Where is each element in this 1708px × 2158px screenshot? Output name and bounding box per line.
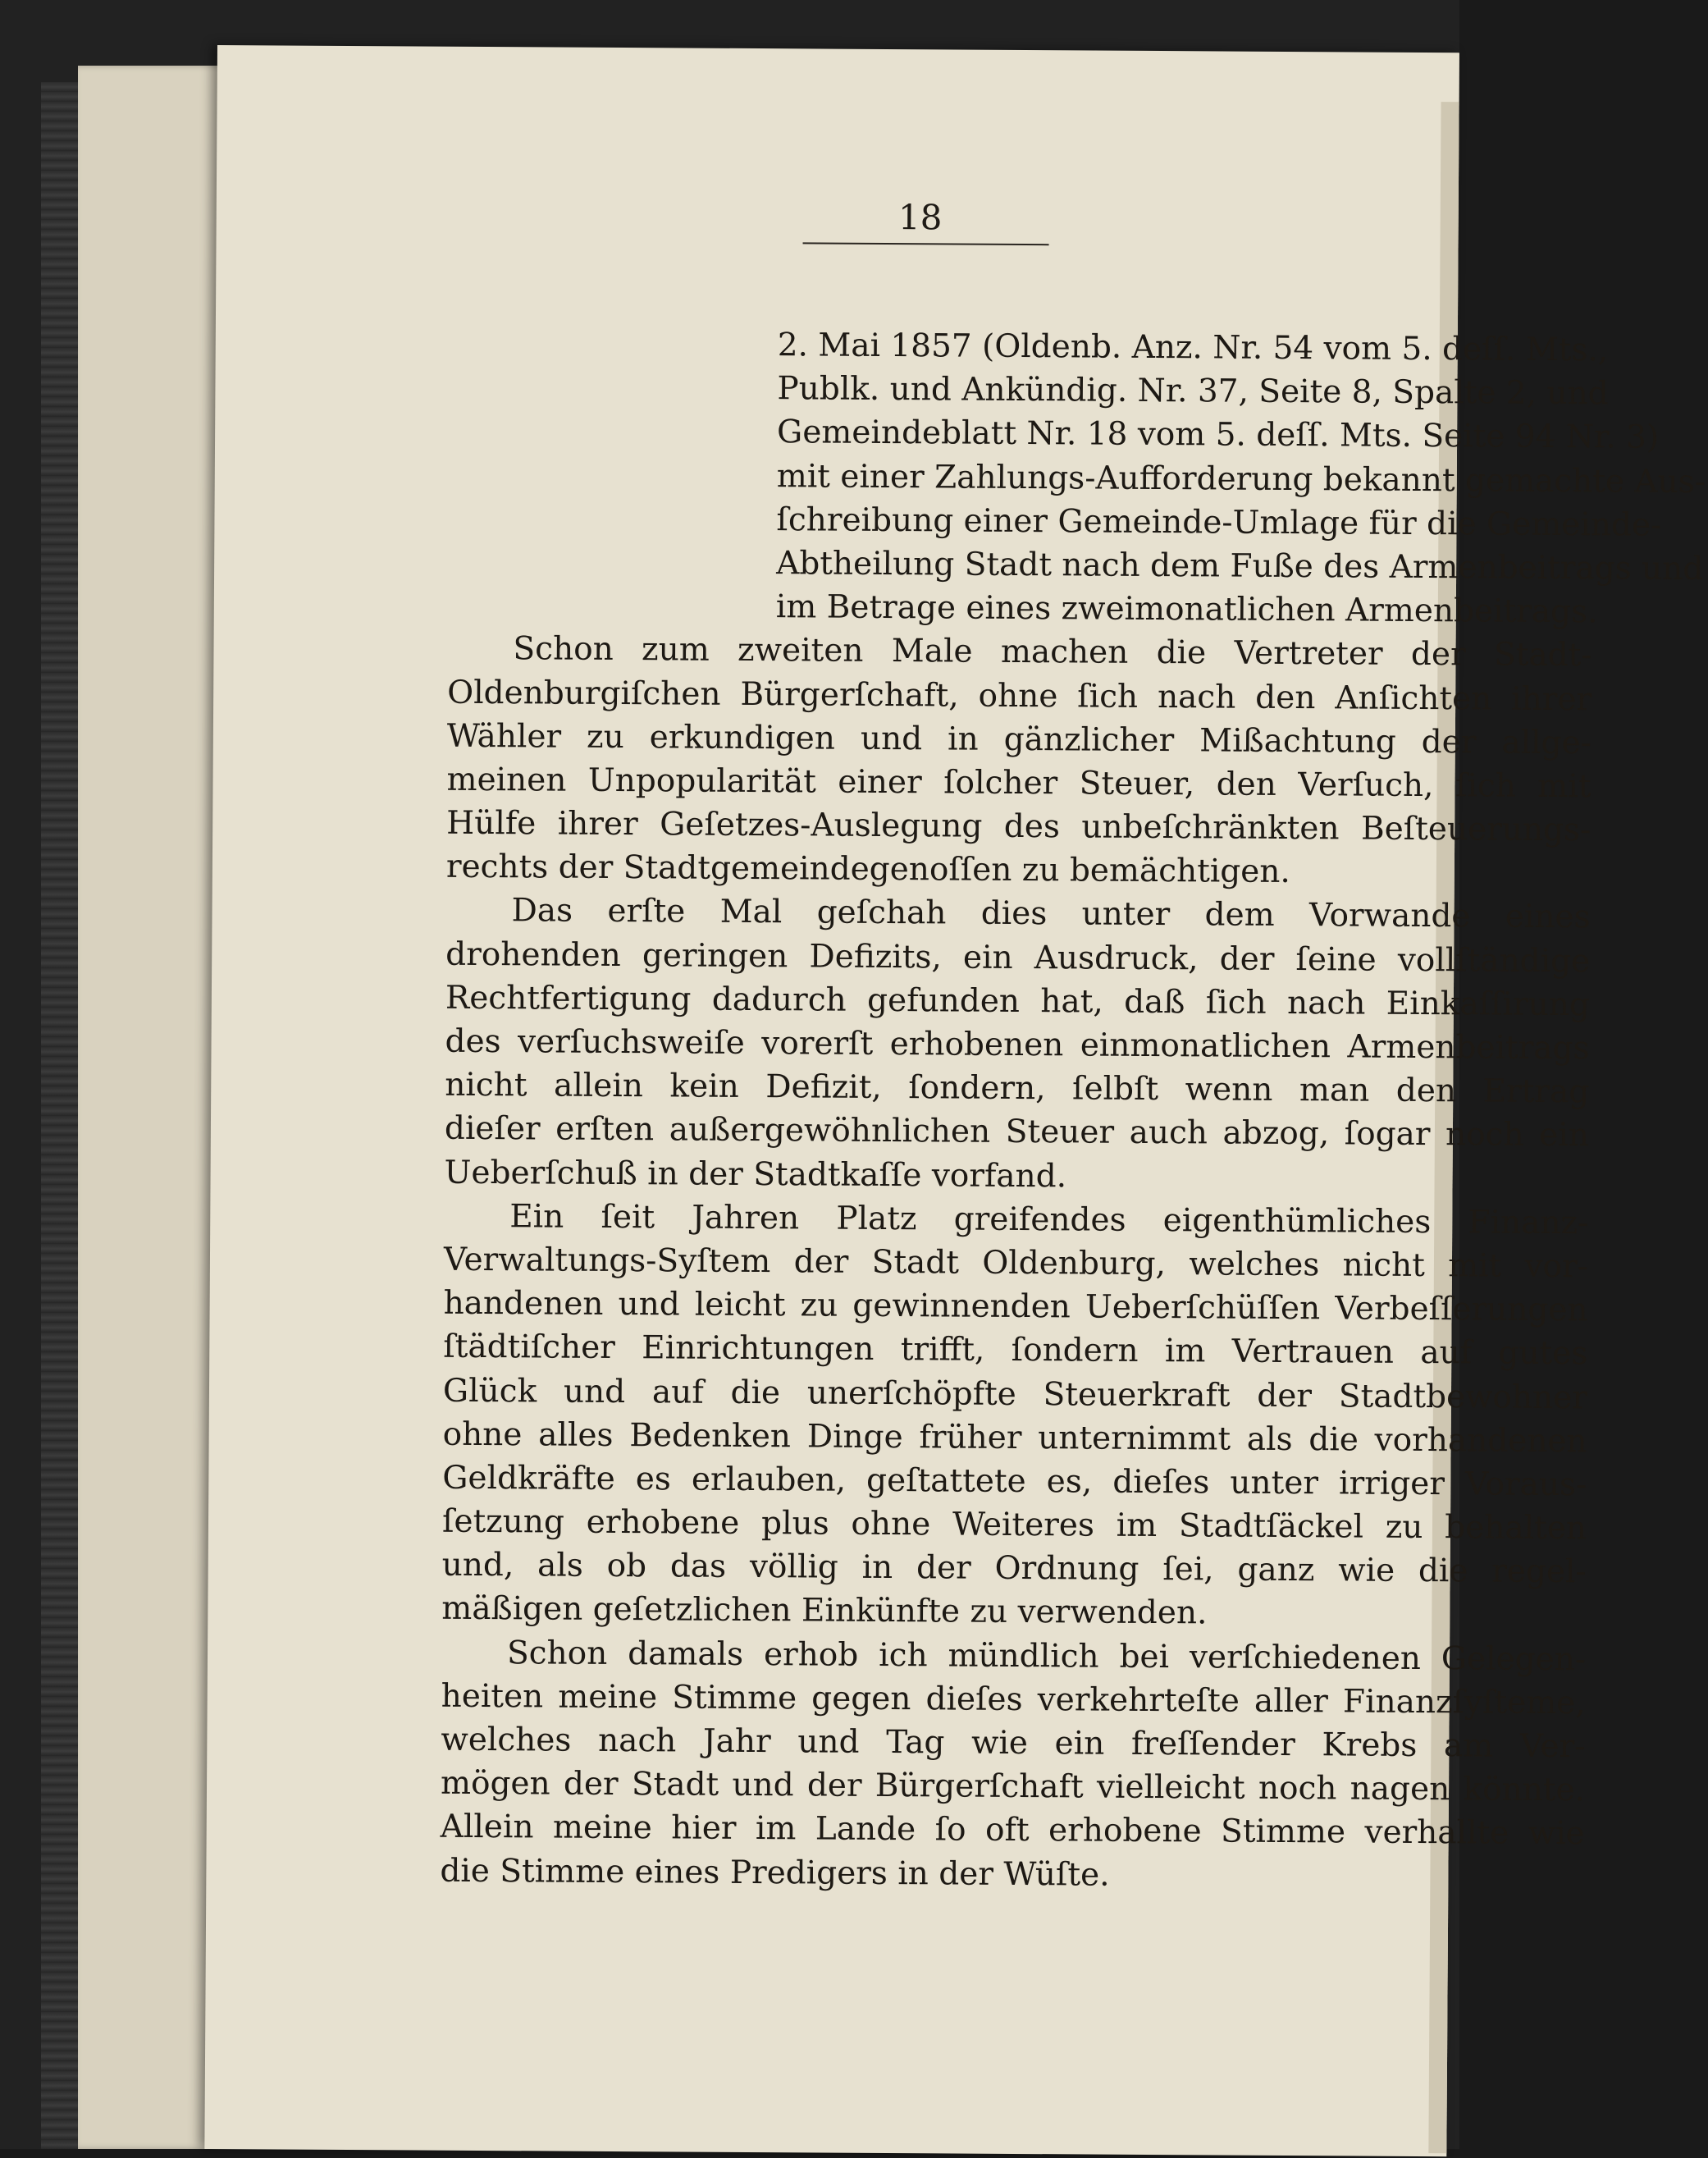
page-number: 18 xyxy=(897,197,943,238)
text-line: mögen der Stadt und der Bürgerſchaft vielleicht noch nagen könnte. xyxy=(440,1764,1586,1809)
text-line: und, als ob das völlig in der Ordnung ſei, ganz wie die regel- xyxy=(441,1546,1587,1591)
text-line: Das erſte Mal geſchah dies unter dem Vorwande eines xyxy=(511,892,1591,936)
text-line: Ein ſeit Jahren Platz greifendes eigenthümliches Finanz- xyxy=(509,1197,1589,1241)
text-line: ſtädtiſcher Einrichtungen trifft, ſondern im Vertrauen auf gutes xyxy=(443,1328,1588,1373)
text-line: Verwaltungs-Syſtem der Stadt Oldenburg, welches nicht mit vor- xyxy=(443,1241,1589,1286)
text-line: Oldenburgiſchen Bürgerſchaft, ohne ſich nach den Anſichten ihrer xyxy=(447,674,1592,718)
text-line: 2. Mai 1857 (Oldenb. Anz. Nr. 54 vom 5. deſſ. Mts., xyxy=(777,327,1609,369)
text-line: ſchreibung einer Gemeinde-Umlage für die Gemeinde- xyxy=(776,501,1662,544)
text-line: im Betrage eines zweimonatlichen Armenbeitrags. xyxy=(775,588,1598,631)
text-line: dieſer erſten außergewöhnlichen Steuer auch abzog, ſogar noch ein xyxy=(444,1110,1590,1154)
text-line: ohne alles Bedenken Dinge früher unternimmt als die vorhandenen xyxy=(442,1415,1587,1460)
text-line: Abtheilung Stadt nach dem Fuße des Armenbeitrags und xyxy=(776,545,1704,588)
text-line: meinen Unpopularität einer ſolcher Steuer, den Verſuch, ſich mit xyxy=(446,761,1592,806)
text-line: Publk. und Ankündig. Nr. 37, Seite 8, Spalte 2, und xyxy=(777,370,1609,413)
text-line: heiten meine Stimme gegen dieſes verkehrteſte aller Finanzſyſteme, xyxy=(441,1677,1586,1722)
text-line: Gemeindeblatt Nr. 18 vom 5. deſſ. Mts. Seite 94 Nr. 3) xyxy=(776,414,1660,457)
text-line: drohenden geringen Defizits, ein Ausdruck, der ſeine vollſtändige xyxy=(445,935,1591,980)
book-page xyxy=(204,45,1706,2156)
text-line: Hülfe ihrer Geſetzes-Auslegung des unbeſchränkten Beſteuerungs- xyxy=(446,804,1592,849)
text-line: Glück und auf die unerſchöpfte Steuerkraft der Stadtbewohner xyxy=(442,1372,1588,1416)
book-binding xyxy=(41,82,78,2149)
text-line: nicht allein kein Defizit, ſondern, ſelbſt wenn man den Ertrag xyxy=(445,1066,1590,1111)
text-line: Rechtfertigung dadurch gefunden hat, daß ſich nach Einkaſſirung xyxy=(445,979,1591,1024)
body-text xyxy=(440,322,1706,1900)
header-rule xyxy=(803,242,1049,245)
text-line: Allein meine hier im Lande ſo oft erhobene Stimme verhallte wie xyxy=(440,1808,1585,1853)
text-line: ſetzung erhobene plus ohne Weiteres im Stadtſäckel zu behalten xyxy=(441,1502,1587,1548)
text-line: Schon zum zweiten Male machen die Vertreter der Stadt- xyxy=(513,630,1592,674)
text-line: Wähler zu erkundigen und in gänzlicher Mißachtung der allge- xyxy=(446,717,1592,761)
text-line: des verſuchsweiſe vorerſt erhobenen einmonatlichen Armenbeitrags xyxy=(445,1022,1590,1068)
text-line: rechts der Stadtgemeindegenoſſen zu bemächtigen. xyxy=(445,848,1291,891)
text-line: die Stimme eines Predigers in der Wüſte. xyxy=(440,1852,1110,1894)
text-line: Geldkräfte es erlauben, geſtattete es, dieſes unter irriger Voraus- xyxy=(442,1459,1587,1504)
text-line: mäßigen geſetzlichen Einkünfte zu verwenden. xyxy=(441,1590,1208,1632)
text-line: mit einer Zahlungs-Aufforderung bekannt gemachte Aus- xyxy=(776,457,1706,501)
underlying-page-edge xyxy=(78,66,226,2149)
text-line: handenen und leicht zu gewinnenden Ueberſchüſſen Verbeſſerungen xyxy=(443,1284,1588,1329)
text-line: Ueberſchuß in der Stadtkaſſe vorfand. xyxy=(444,1154,1067,1195)
text-line: Schon damals erhob ich mündlich bei verſchiedenen Gelegen- xyxy=(506,1634,1587,1678)
text-line: welches nach Jahr und Tag wie ein freſſender Krebs am Ver- xyxy=(441,1721,1586,1766)
